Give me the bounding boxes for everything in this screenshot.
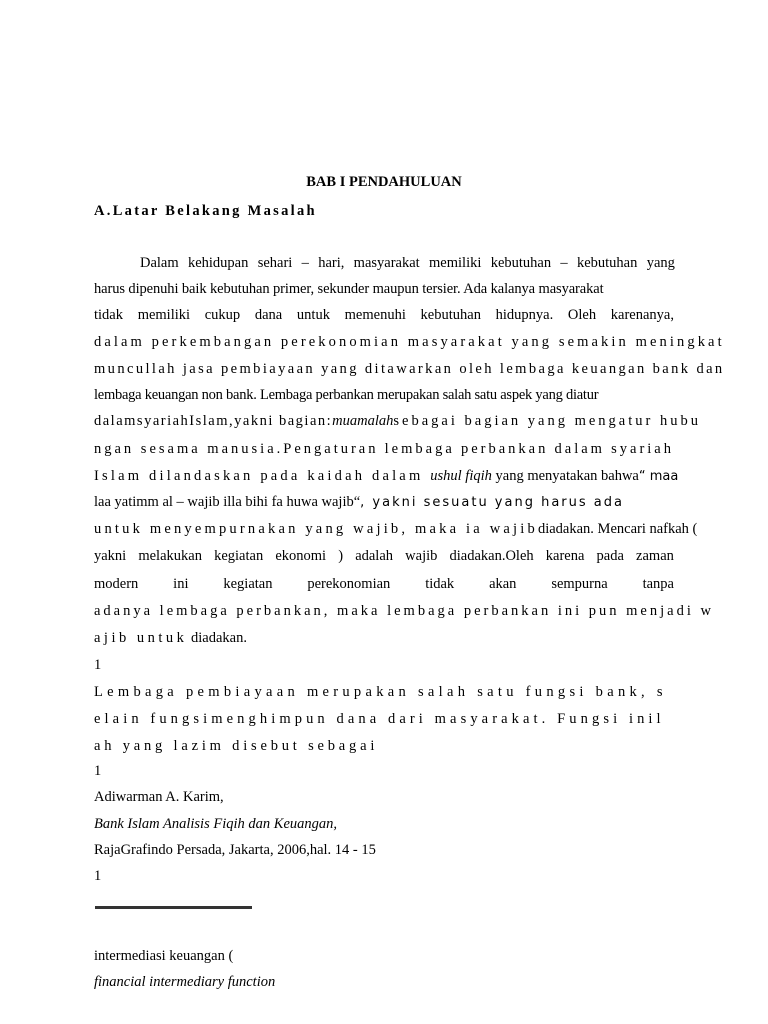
paragraph-line: lembaga keuangan non bank. Lembaga perbankan merupakan salah satu aspek yang diatur <box>94 387 599 403</box>
footnote-separator <box>95 906 252 909</box>
word: masyarakat <box>353 255 420 271</box>
paragraph-line: dalam perkembangan perekonomian masyarakat yang semakin meningkat <box>94 334 725 350</box>
word: hidupnya. <box>495 307 554 323</box>
word: karenanya, <box>610 307 674 323</box>
paragraph-line <box>94 306 674 324</box>
paragraph-line: elain fungsimenghimpun dana dari masyarakat. Fungsi inil <box>94 711 665 727</box>
word: kegiatan <box>214 548 264 564</box>
word: melakukan <box>138 548 202 564</box>
paragraph-line: harus dipenuhi baik kebutuhan primer, sekunder maupun tersier. Ada kalanya masyarakat <box>94 281 604 297</box>
paragraph-line <box>94 440 674 458</box>
italic-term: ushul fiqih <box>430 468 492 484</box>
footnote-marker: 1 <box>94 868 102 884</box>
footnote-book-title: Bank Islam Analisis Fiqih dan Keuangan, <box>94 816 338 832</box>
word: – <box>560 255 568 271</box>
word: memenuhi <box>344 307 406 323</box>
word: kebutuhan <box>576 255 638 271</box>
text-run: Islam dilandaskan pada kaidah dalam <box>94 468 431 484</box>
text-run: untuk menyempurnakan yang wajib, maka ia wajib <box>94 521 538 537</box>
text-run: sebagai bagian yang mengatur hubu <box>393 413 701 429</box>
word: tanpa <box>642 576 674 592</box>
word: – <box>301 255 309 271</box>
text-run: yang menyatakan bahwa <box>491 468 639 484</box>
word: yakni <box>94 548 127 564</box>
word: untuk <box>296 307 330 323</box>
text-run: diadakan. Mencari nafkah ( <box>537 521 698 537</box>
word: kegiatan <box>223 576 273 592</box>
word: ) <box>338 548 344 564</box>
word: sehari <box>257 255 293 271</box>
word: ini <box>173 576 189 592</box>
word: pada <box>596 548 624 564</box>
text-run: diadakan. <box>187 630 247 646</box>
footnote-publisher: RajaGrafindo Persada, Jakarta, 2006,hal. 14 - 15 <box>94 842 376 858</box>
text-run: , yakni sesuatu yang harus ada <box>360 495 624 510</box>
word: kebutuhan <box>420 307 481 323</box>
paragraph-line <box>94 412 701 430</box>
word: diadakan.Oleh <box>449 548 534 564</box>
paragraph-line: Lembaga pembiayaan merupakan salah satu fungsi bank, s <box>94 684 667 700</box>
word: zaman <box>636 548 674 564</box>
word: modern <box>94 576 139 592</box>
word: adalah <box>355 548 394 564</box>
paragraph-line <box>94 547 674 565</box>
word: ngan sesama manusia.Pengaturan <box>94 441 379 457</box>
word: tidak <box>425 576 455 592</box>
word: syariah <box>611 441 674 457</box>
word: wajib <box>405 548 438 564</box>
text-run: ajib untuk <box>94 630 188 646</box>
word: lembaga <box>384 441 455 457</box>
section-heading: A.Latar Belakang Masalah <box>94 203 317 219</box>
word: ekonomi <box>275 548 327 564</box>
word: kehidupan <box>187 255 249 271</box>
word: cukup <box>204 307 241 323</box>
chapter-title: BAB I PENDAHULUAN <box>306 174 462 190</box>
paragraph-line: intermediasi keuangan ( <box>94 948 234 964</box>
word: dana <box>254 307 283 323</box>
paragraph-line <box>140 254 675 272</box>
word: memiliki <box>137 307 191 323</box>
text-run: “ maa <box>638 469 679 484</box>
paragraph-line: ah yang lazim disebut sebagai <box>94 738 379 754</box>
word: perbankan <box>460 441 549 457</box>
word: Oleh <box>567 307 597 323</box>
word: dalam <box>554 441 605 457</box>
paragraph-line: muncullah jasa pembiayaan yang ditawarkan oleh lembaga keuangan bank dan <box>94 361 725 377</box>
text-run: dalamsyariahIslam,yakni bagian: <box>94 413 333 429</box>
word: Dalam <box>140 255 179 271</box>
paragraph-line: financial intermediary function <box>94 974 276 990</box>
paragraph-line <box>94 629 247 647</box>
word: memiliki <box>429 255 482 271</box>
paragraph-line <box>94 467 678 486</box>
text-run: laa yatimm al – wajib illa bihi fa huwa wajib“ <box>94 494 361 510</box>
word: yang <box>646 255 675 271</box>
word: kebutuhan <box>490 255 552 271</box>
paragraph-line <box>94 520 697 538</box>
footnote-marker: 1 <box>94 763 102 779</box>
word: akan <box>489 576 517 592</box>
word: karena <box>545 548 585 564</box>
paragraph-line <box>94 493 624 512</box>
word: sempurna <box>551 576 608 592</box>
footnote-marker: 1 <box>94 657 102 673</box>
italic-term: muamalah <box>332 413 394 429</box>
paragraph-line <box>94 575 674 593</box>
word: tidak <box>94 307 123 323</box>
word: hari, <box>318 255 345 271</box>
paragraph-line: adanya lembaga perbankan, maka lembaga perbankan ini pun menjadi w <box>94 603 714 619</box>
footnote-author: Adiwarman A. Karim, <box>94 789 224 805</box>
word: perekonomian <box>307 576 391 592</box>
